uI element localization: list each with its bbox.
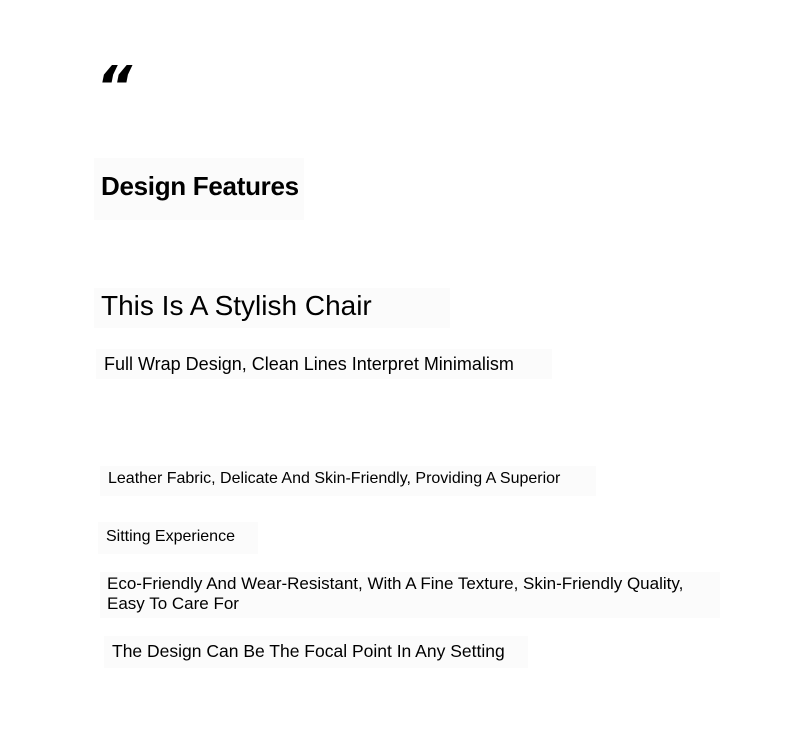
quote-mark-icon: “	[96, 55, 129, 120]
product-subtitle-box	[96, 349, 552, 379]
feature-item	[98, 522, 258, 554]
feature-text: Sitting Experience	[106, 528, 235, 545]
feature-item	[100, 466, 596, 496]
feature-text: Leather Fabric, Delicate And Skin-Friendly, Providing A Superior	[108, 470, 561, 487]
feature-item	[104, 636, 528, 668]
section-heading: Design Features	[101, 171, 299, 201]
product-subtitle: Full Wrap Design, Clean Lines Interpret Minimalism	[104, 354, 514, 374]
product-title: This Is A Stylish Chair	[101, 290, 372, 321]
feature-item	[100, 572, 720, 618]
feature-text: The Design Can Be The Focal Point In Any Setting	[112, 641, 505, 661]
product-title-box	[94, 288, 450, 328]
feature-text: Eco-Friendly And Wear-Resistant, With A Fine Texture, Skin-Friendly Quality, Easy To Care For	[107, 574, 684, 613]
section-heading-box	[94, 158, 304, 220]
